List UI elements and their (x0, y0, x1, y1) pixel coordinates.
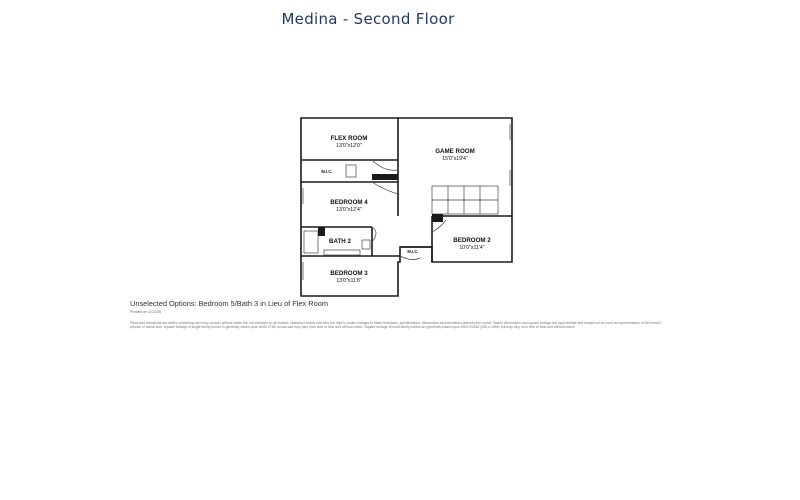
bedroom-2-dims: 10'0"x11'4" (459, 245, 485, 251)
flex-room-label: FLEX ROOM (330, 135, 368, 142)
bath-toilet (362, 240, 370, 249)
wall-block (432, 214, 443, 222)
bedroom-3-dims: 13'0"x11'8" (336, 278, 362, 284)
bedroom-3-label: BEDROOM 3 (330, 270, 368, 277)
bedroom-4-label: BEDROOM 4 (330, 199, 368, 206)
bedroom-2-label: BEDROOM 2 (453, 237, 491, 244)
door-swing (400, 256, 420, 260)
mic-upper-label: M.I.C. (321, 169, 333, 174)
game-room-dims: 15'0"x19'4" (442, 156, 468, 162)
bath-2-label: BATH 2 (329, 238, 351, 245)
game-room-label: GAME ROOM (435, 148, 475, 155)
wall-block (372, 174, 398, 180)
door-swing (372, 160, 398, 170)
bath-tub (304, 231, 318, 253)
printed-date: Printed on 2/22/25 (130, 310, 162, 314)
flex-room-dims: 13'0"x12'0" (336, 143, 362, 149)
bath-vanity (324, 250, 360, 255)
mic-shelf (346, 165, 356, 177)
disclaimer-text: Plans and elevations are artist's renderings and may contain options which are not standard on all models. Mattamy Homes reserves the right to make changes to these floorplans, specifications, dimensions and elevations without prior notice. Stated dimensions and square footage are approximate and should not be used as representation of the home's precise or actual size. Square footage of single family homes is generally based upon ANSI Z765; actual size may vary from time to time and without notice. Square footage of multi-family homes are generally based upon ANSI BOMA (Z65.4-1996) but may vary from time to time and without notice. (130, 321, 662, 330)
floor-title: Medina - Second Floor (281, 10, 455, 28)
wall-block (318, 227, 325, 236)
bedroom-4-dims: 13'0"x12'4" (336, 207, 362, 213)
mic-lower-label: M.I.C. (407, 249, 419, 254)
door-swing (372, 182, 398, 194)
unselected-options-note: Unselected Options: Bedroom 5/Bath 3 in Lieu of Flex Room (130, 299, 329, 308)
